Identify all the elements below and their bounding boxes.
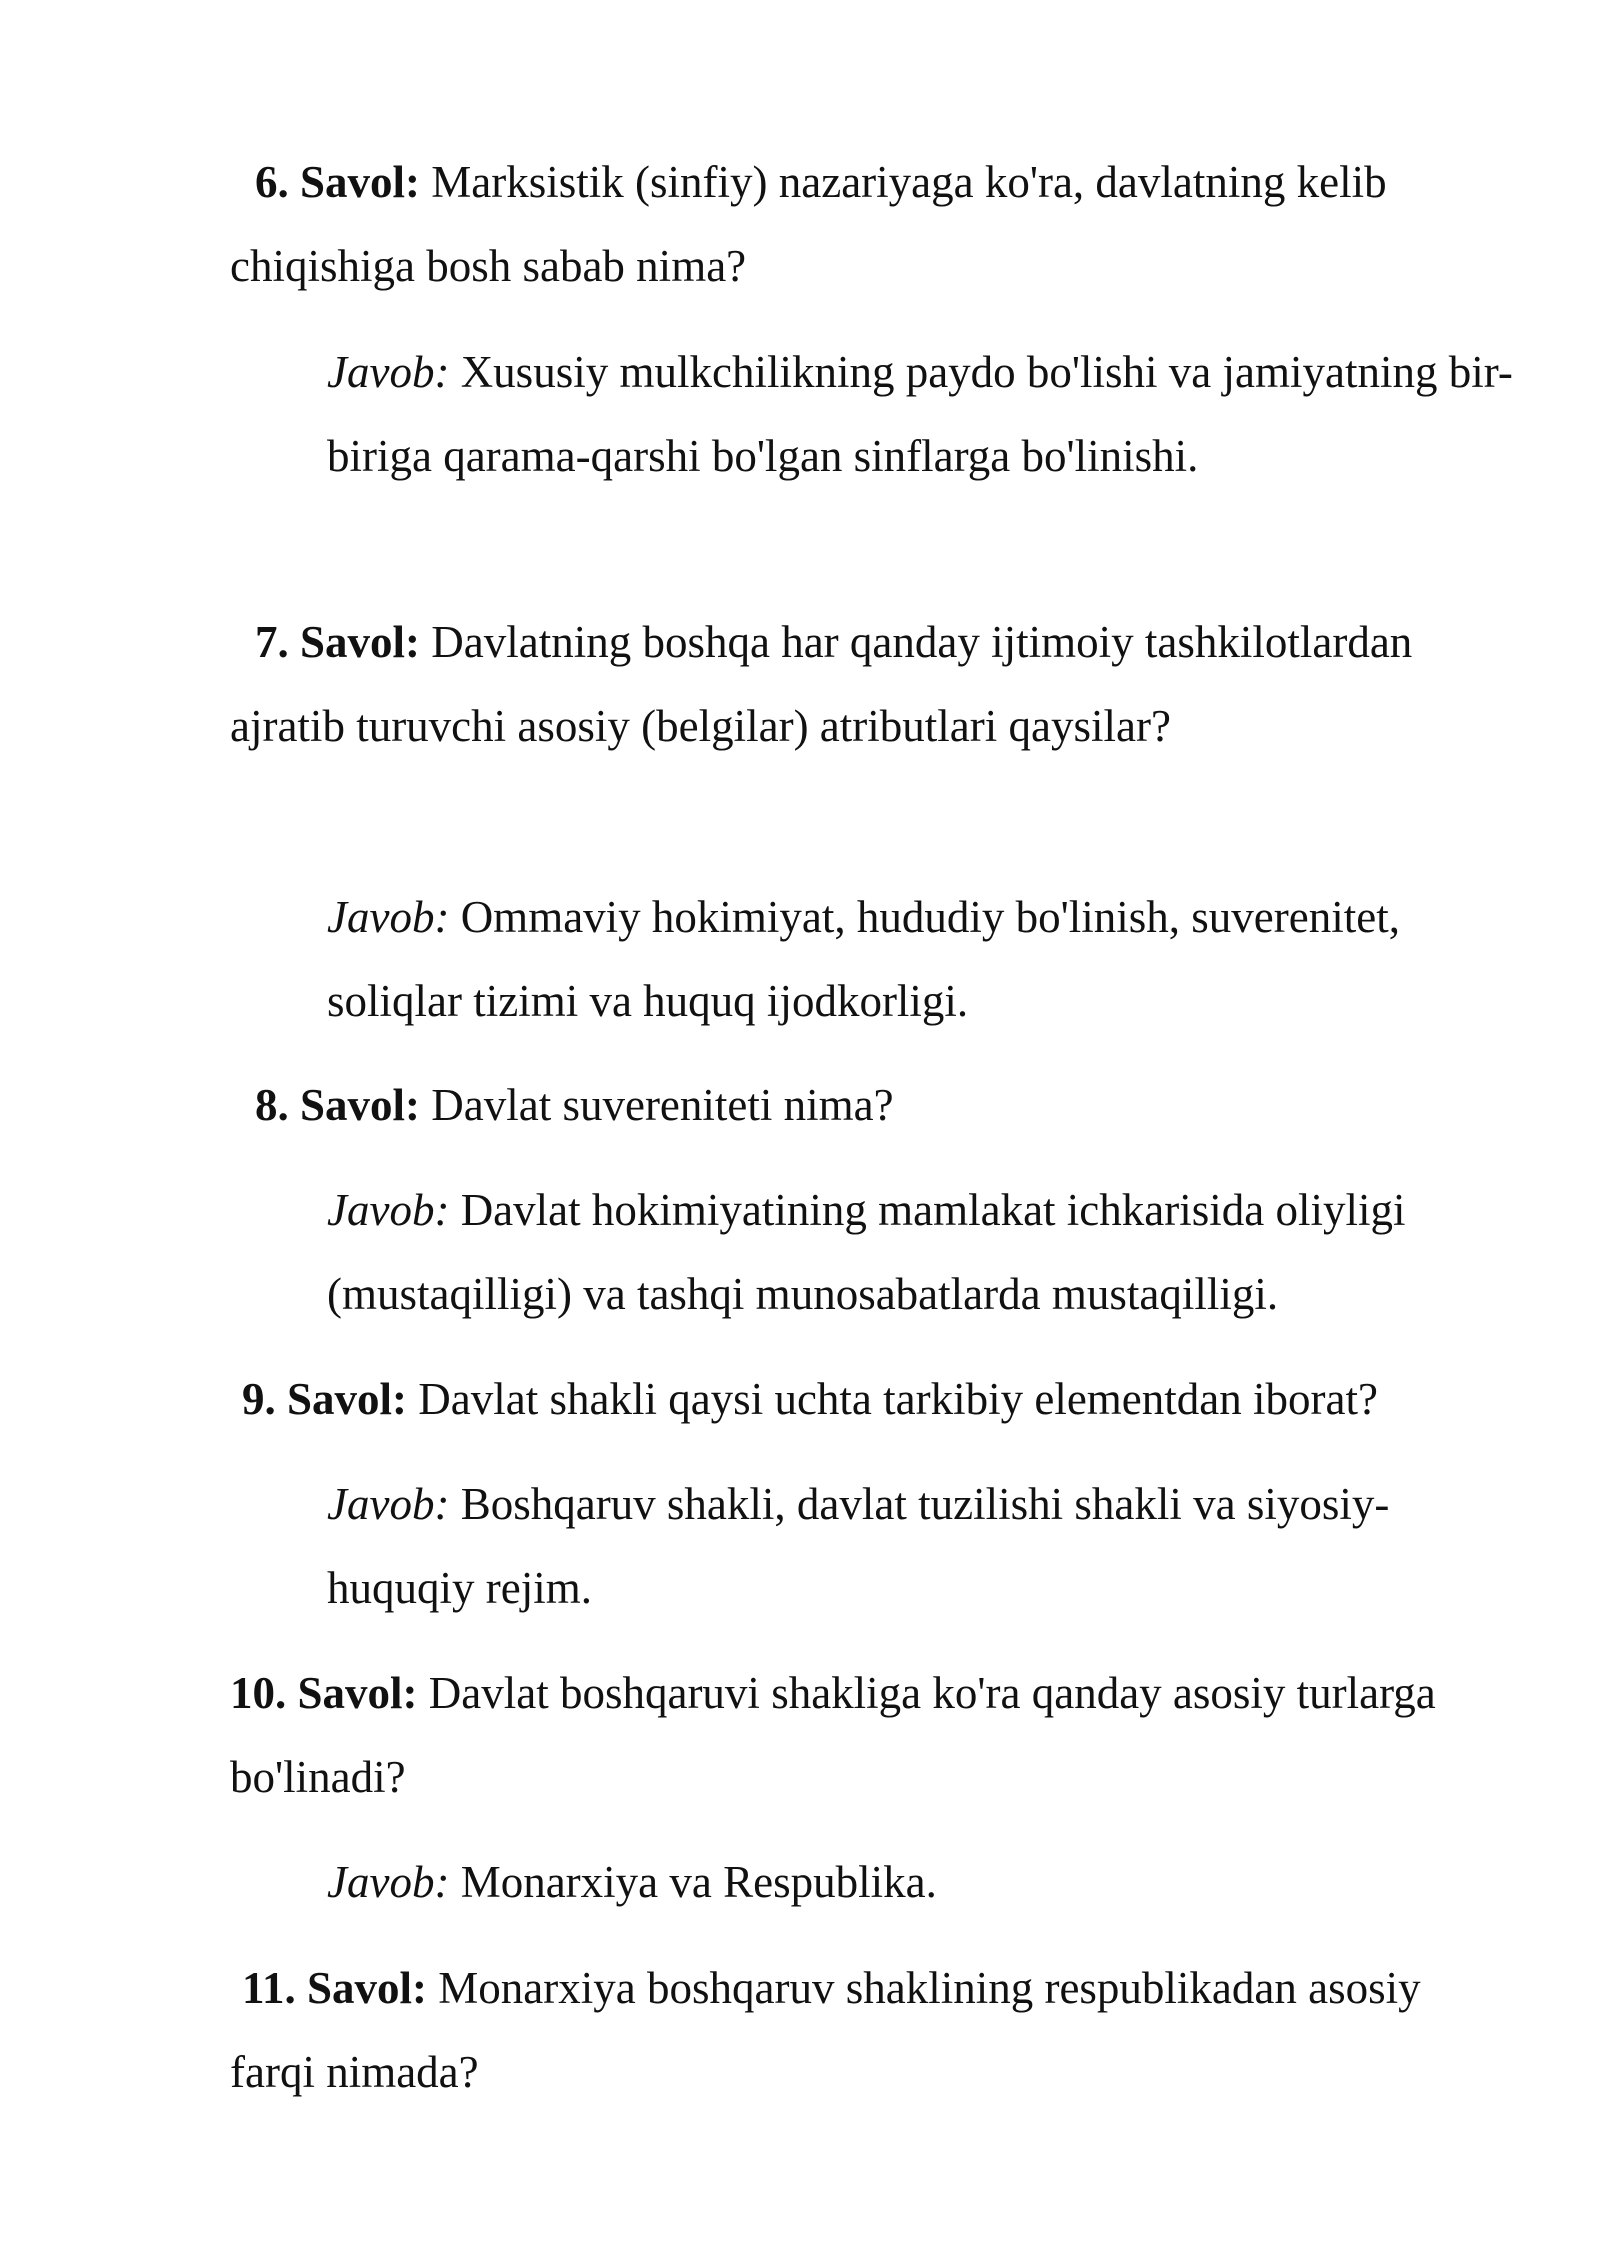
question-label: Savol: — [307, 1963, 428, 2013]
question-number: 8. — [255, 1080, 289, 1130]
question-text: Davlatning boshqa har qanday ijtimoiy tashkilotlardan ajratib turuvchi asosiy (belgilar) atributlari qaysilar? — [230, 617, 1413, 751]
question-number: 9. — [242, 1374, 276, 1424]
answer-label: Javob: — [327, 1857, 450, 1907]
answer-text: Boshqaruv shakli, davlat tuzilishi shakli va siyosiy-huquqiy rejim. — [327, 1479, 1390, 1613]
question-label: Savol: — [297, 1668, 418, 1718]
question-label: Savol: — [300, 157, 421, 207]
answer-10 — [327, 1840, 1527, 1924]
answer-label: Javob: — [327, 1479, 450, 1529]
question-6 — [230, 140, 1510, 308]
question-text: Davlat shakli qaysi uchta tarkibiy elementdan iborat? — [418, 1374, 1378, 1424]
question-number: 6. — [255, 157, 289, 207]
question-text: Davlat boshqaruvi shakliga ko'ra qanday asosiy turlarga bo'linadi? — [230, 1668, 1436, 1802]
question-label: Savol: — [287, 1374, 408, 1424]
question-11 — [230, 1946, 1510, 2114]
answer-text: Ommaviy hokimiyat, hududiy bo'linish, suverenitet, soliqlar tizimi va huquq ijodkorligi. — [327, 892, 1400, 1026]
answer-label: Javob: — [327, 892, 450, 942]
question-text: Marksistik (sinfiy) nazariyaga ko'ra, davlatning kelib chiqishiga bosh sabab nima? — [230, 157, 1387, 291]
question-9 — [230, 1357, 1510, 1441]
answer-8 — [327, 1168, 1527, 1336]
answer-text: Davlat hokimiyatining mamlakat ichkarisida oliyligi (mustaqilligi) va tashqi munosabatlarda mustaqilligi. — [327, 1185, 1406, 1319]
question-label: Savol: — [300, 1080, 421, 1130]
question-text: Davlat suvereniteti nima? — [431, 1080, 894, 1130]
question-number: 11. — [242, 1963, 296, 2013]
question-text: Monarxiya boshqaruv shaklining respublikadan asosiy farqi nimada? — [230, 1963, 1421, 2097]
question-number: 10. — [230, 1668, 287, 1718]
question-8 — [230, 1063, 1510, 1147]
question-label: Savol: — [300, 617, 421, 667]
question-10 — [230, 1651, 1510, 1819]
answer-text: Monarxiya va Respublika. — [460, 1857, 937, 1907]
answer-label: Javob: — [327, 347, 450, 397]
answer-9 — [327, 1462, 1527, 1630]
answer-7 — [327, 875, 1527, 1043]
answer-label: Javob: — [327, 1185, 450, 1235]
answer-6 — [327, 330, 1527, 498]
question-number: 7. — [255, 617, 289, 667]
answer-text: Xususiy mulkchilikning paydo bo'lishi va jamiyatning bir-biriga qarama-qarshi bo'lgan sinflarga bo'linishi. — [327, 347, 1513, 481]
question-7 — [230, 600, 1510, 768]
